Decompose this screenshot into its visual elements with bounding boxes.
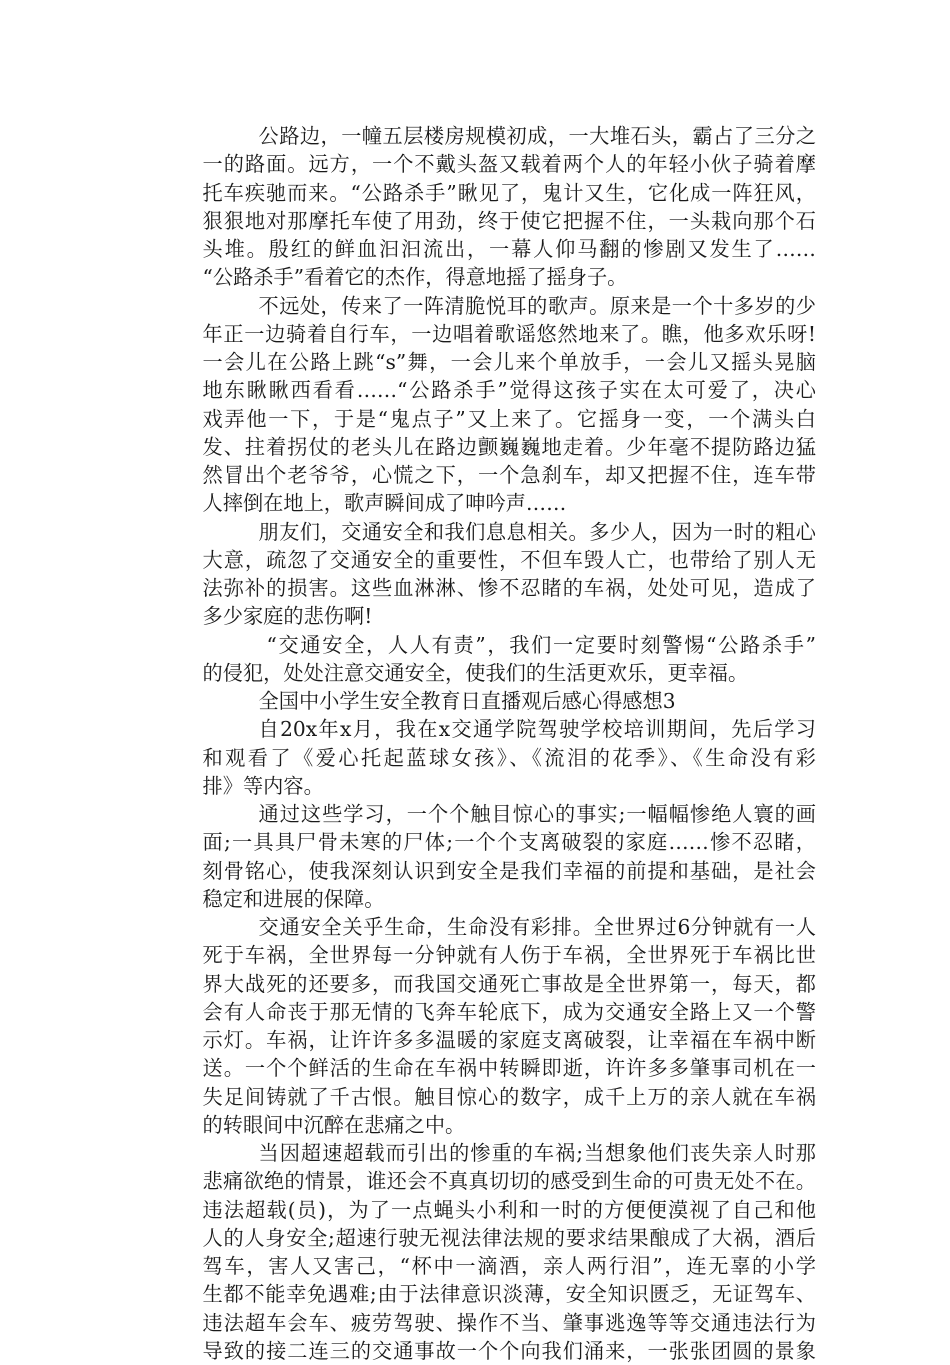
text-line: 朋友们，交通安全和我们息息相关。多少人，因为一时的粗心 <box>258 519 816 544</box>
text-line: 一会儿在公路上跳“s”舞，一会儿来个单放手，一会儿又摇头晃脑 <box>202 350 816 374</box>
paragraph-1 <box>146 122 816 292</box>
text-line: 通过这些学习，一个个触目惊心的事实;一幅幅惨绝人寰的画 <box>258 802 816 826</box>
text-line: 送。一个个鲜活的生命在车祸中转瞬即逝，许许多多肇事司机在一 <box>202 1056 816 1081</box>
text-line: 人摔倒在地上，歌声瞬间成了呻吟声…… <box>202 491 567 516</box>
text-line: 驾车，害人又害己，“杯中一滴酒，亲人两行泪”，连无辜的小学 <box>202 1254 816 1278</box>
text-line: 违法超车会车、疲劳驾驶、操作不当、肇事逃逸等等交通违法行为 <box>202 1310 816 1335</box>
text-line: 界大战死的还要多，而我国交通死亡事故是全世界第一，每天，都 <box>202 971 816 996</box>
text-line: 人的人身安全;超速行驶无视法律法规的要求结果酿成了大祸，酒后 <box>202 1225 816 1250</box>
section-heading <box>146 687 816 715</box>
text-line: 多少家庭的悲伤啊! <box>202 604 373 629</box>
text-line: 戏弄他一下，于是“鬼点子”又上来了。它摇身一变，一个满头白 <box>202 406 816 431</box>
text-line: 年正一边骑着自行车，一边唱着歌谣悠然地来了。瞧，他多欢乐呀! <box>202 321 816 346</box>
text-line: 大意，疏忽了交通安全的重要性，不但车毁人亡，也带给了别人无 <box>202 547 816 572</box>
text-line: 会有人命丧于那无情的飞奔车轮底下，成为交通安全路上又一个警 <box>202 999 816 1024</box>
text-line: 失足间铸就了千古恨。触目惊心的数字，成千上万的亲人就在车祸 <box>202 1084 816 1109</box>
text-line: 悲痛欲绝的情景，谁还会不真真切切的感受到生命的可贵无处不在。 <box>202 1169 816 1194</box>
text-line: 托车疾驰而来。“公路杀手”瞅见了，鬼计又生，它化成一阵狂风， <box>202 180 816 205</box>
text-line: 法弥补的损害。这些血淋淋、惨不忍睹的车祸，处处可见，造成了 <box>202 576 816 600</box>
text-line: 的侵犯，处处注意交通安全，使我们的生活更欢乐，更幸福。 <box>202 660 749 685</box>
text-line: 发、拄着拐仗的老头儿在路边颤巍巍地走着。少年毫不提防路边猛 <box>202 434 816 459</box>
text-line: 地东瞅瞅西看看……“公路杀手”觉得这孩子实在太可爱了，决心 <box>202 378 816 403</box>
text-line: 生都不能幸免遇难;由于法律意识淡薄，安全知识匮乏，无证驾车、 <box>202 1282 816 1307</box>
text-line: “公路杀手”看着它的杰作，得意地摇了摇身子。 <box>202 265 628 290</box>
text-line: 不远处，传来了一阵清脆悦耳的歌声。原来是一个十多岁的少 <box>258 293 816 318</box>
text-line: 面;一具具尸骨未寒的尸体;一个个支离破裂的家庭……惨不忍睹， <box>202 830 816 855</box>
text-line: 排》等内容。 <box>202 773 324 798</box>
paragraph-8 <box>146 1139 816 1365</box>
text-line: 稳定和进展的保障。 <box>202 886 385 911</box>
paragraph-6 <box>146 800 816 913</box>
text-line: 死于车祸，全世界每一分钟就有人伤于车祸，全世界死于车祸比世 <box>202 943 816 968</box>
text-line: 公路边，一幢五层楼房规模初成，一大堆石头，霸占了三分之 <box>258 124 816 148</box>
paragraph-5 <box>146 715 816 800</box>
text-line: 导致的接二连三的交通事故一个个向我们涌来，一张张团圆的景象 <box>202 1338 816 1363</box>
text-line: 当因超速超载而引出的惨重的车祸;当想象他们丧失亲人时那 <box>258 1141 816 1165</box>
text-line: 示灯。车祸，让许许多多温暖的家庭支离破裂，让幸福在车祸中断 <box>202 1028 816 1052</box>
text-line: 一的路面。远方，一个不戴头盔又载着两个人的年轻小伙子骑着摩 <box>202 152 816 177</box>
paragraph-2 <box>146 292 816 518</box>
text-line: “交通安全，人人有责”，我们一定要时刻警惕“公路杀手” <box>266 632 816 657</box>
text-line: 违法超载(员)，为了一点蝇头小利和一时的方便便漠视了自己和他 <box>202 1197 816 1222</box>
text-line: 头堆。殷红的鲜血汩汩流出，一幕人仰马翻的惨剧又发生了…… <box>202 237 816 261</box>
text-line: 然冒出个老爷爷，心慌之下，一个急刹车，却又把握不住，连车带 <box>202 463 816 487</box>
text-line: 刻骨铭心，使我深刻认识到安全是我们幸福的前提和基础，是社会 <box>202 858 816 883</box>
section-title: 全国中小学生安全教育日直播观后感心得感想3 <box>258 689 676 713</box>
text-line: 和观看了《爱心托起蓝球女孩》、《流泪的花季》、《生命没有彩 <box>202 745 816 770</box>
text-line: 交通安全关乎生命，生命没有彩排。全世界过6分钟就有一人 <box>258 915 816 939</box>
document-body <box>146 122 816 1365</box>
text-line: 的转眼间中沉醉在悲痛之中。 <box>202 1112 466 1137</box>
paragraph-4 <box>146 631 816 688</box>
paragraph-3 <box>146 518 816 631</box>
paragraph-7 <box>146 913 816 1139</box>
text-line: 自20x年x月，我在x交通学院驾驶学校培训期间，先后学习 <box>258 717 816 742</box>
text-line: 狠狠地对那摩托车使了用劲，终于使它把握不住，一头栽向那个石 <box>202 208 816 233</box>
